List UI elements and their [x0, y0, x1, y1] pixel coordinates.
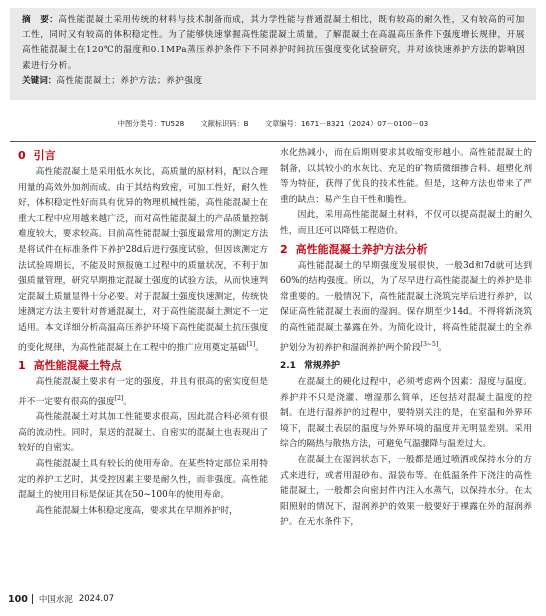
section-heading-introduction — [18, 147, 268, 164]
section-heading-characteristics — [18, 357, 268, 374]
keywords-text: 高性能混凝土；养护方法；养护强度 — [56, 75, 203, 86]
article-number: 文章编号：1671－8321（2024）07－0100－03 — [264, 119, 429, 128]
paragraph: 高性能混凝土具有较长的使用寿命。在某些特定部位采用特定的养护工艺时，其受控因素主要是耐久性，而非强度。高性能混凝土的使用目标是保证其在50~100年的使用寿命。 — [18, 458, 268, 501]
article-meta — [0, 119, 546, 129]
section-title: 引言 — [33, 149, 56, 162]
paragraph — [280, 259, 532, 356]
section-title: 高性能混凝土特点 — [33, 359, 122, 373]
left-column — [18, 146, 268, 519]
page-footer — [8, 593, 114, 605]
paragraph-text: 高性能混凝土是采用低水灰比，高质量的原材料，配以合理用量的高效外加剂而成。由于其结构致密，可加工性好，耐久性好，体积稳定性好而具有优异的物理机械性能，高性能混凝土在重大工程中应用越来越广泛，而对高性能混凝土的产品质量控制难度较大，要求较高。目前高性能混凝土强度最常用的测定方法是将试件在标准条件下养护28d后进行强度试验，但因该测定方法试验周期长，不能及时预报施工过程中的质量状况，不利于加强质量管理，研究早期推定混凝土强度的试验方法，从而快速判定混凝土质量显得十分必要。对于混凝土强度快速测定，传统快速测定方法主要针对普通混凝土，对于高性能混凝土测定不一定适用。本文详细分析高温高压养护环境下高性能混凝土抗压强度的变化规律，为高性能混凝土在工程中的推广应用奠定基础 — [18, 167, 268, 353]
paragraph — [18, 165, 268, 356]
keywords-line — [22, 74, 528, 89]
citation: [3~5] — [420, 340, 439, 348]
paragraph-text: 高性能混凝土的早期强度发展很快，一般3d和7d就可达到60%的结构强度。所以，为了尽早进行高性能混凝土的养护是非常重要的。一般情况下，高性能混凝土浇筑完毕后进行养护，以保证高性能混凝土表面的湿润。保存期至少14d。不得将新浇筑的高性能混凝土暴露在外。为简化设计，将高性能混凝土的全养护划分为初养护和湿润养护两个阶段 — [280, 260, 532, 353]
paragraph: 在混凝土在湿润状态下，一般都是通过喷洒或保持水分的方式来进行，或者用湿砂布、湿袋布等。在低温条件下浇注的高性能混凝土，一般都会向密封件内注入水蒸气，以保持水分。在太阳照射的情况下，湿润养护的效果一般要好于裸露在外的湿润养护。在无水条件下， — [280, 455, 532, 528]
paragraph-end: 。 — [438, 342, 447, 353]
paragraph: 高性能混凝土对其加工性能要求很高，因此混合料必须有很高的流动性。同时，泵送的混凝土、自密实的混凝土也表现出了较好的自密实。 — [18, 412, 268, 454]
citation: [1] — [246, 340, 256, 348]
page-number: 100 — [8, 593, 28, 605]
journal-issue: 2024.07 — [78, 594, 115, 604]
abstract-paragraph — [22, 13, 528, 74]
journal-name: 中国水泥 — [38, 595, 73, 605]
subsection-number: 2.1 — [280, 361, 296, 372]
section-title: 高性能混凝土养护方法分析 — [295, 242, 428, 256]
paragraph: 水化热减小，而在后期则要求其收缩变形越小。高性能混凝土的制备，以其较小的水灰比、充足的矿物质微细掺合料、超塑化剂等为特征，获得了优良的技术性能。但是，这种方法也带来了严重的缺点：易产生自干性和脆性。 — [280, 148, 532, 205]
clc-number: 中图分类号：TU528 — [117, 119, 185, 128]
footer-divider — [32, 594, 33, 604]
subsection-title: 常规养护 — [303, 361, 340, 372]
paragraph-end: 。 — [255, 342, 265, 353]
paragraph — [18, 375, 268, 410]
section-heading-curing-methods — [280, 241, 532, 258]
keywords-label: 关键词： — [22, 75, 57, 86]
abstract-label: 摘 要： — [22, 15, 59, 25]
paragraph: 高性能混凝土体积稳定度高，要求其在早期养护时， — [35, 505, 238, 516]
divider-rule — [10, 141, 536, 142]
right-column — [280, 146, 532, 531]
abstract-box — [10, 8, 536, 100]
paragraph-end: 。 — [123, 396, 133, 407]
document-code: 文献标识码：B — [200, 119, 249, 128]
paragraph-text: 高性能混凝土要求有一定的强度，并且有很高的密实度但是并不一定要有很高的强度 — [18, 377, 268, 407]
paragraph: 在混凝土的硬化过程中，必须考虑两个因素：湿度与温度。养护并不只是浇灌、增湿那么简单，还包括对混凝土温度的控制。在进行湿养护的过程中，要特别关注的是，在室温和外界环境下，混凝土表层的温度与外界环境的温度并无明显差别。采用综合的隔热与散热方法，可避免气温骤降与温差过大。 — [280, 377, 532, 450]
subsection-heading-conventional-curing — [280, 358, 532, 374]
abstract-text: 高性能混凝土采用传统的材料与技术制备而成，其力学性能与普通混凝土相比，既有较高的耐久性，又有较高的可加工性，同时又有较高的体积稳定性。为了能够快速掌握高性能混凝土质量，了解混凝土在高温高压条件下强度增长规律，开展高性能混凝土在120℃的温度和0.1MPa蒸压养护条件下不同养护时间抗压强度变化试验研究，并对该快速养护方法的影响因素进行分析。 — [22, 15, 526, 71]
section-number: 0 — [18, 149, 26, 162]
section-number: 1 — [18, 359, 26, 373]
section-number: 2 — [280, 242, 288, 256]
citation: [2] — [114, 394, 124, 402]
paragraph: 因此，采用高性能混凝土材料，不仅可以提高混凝土的耐久性，而且还可以降低工程造价。 — [280, 210, 532, 236]
